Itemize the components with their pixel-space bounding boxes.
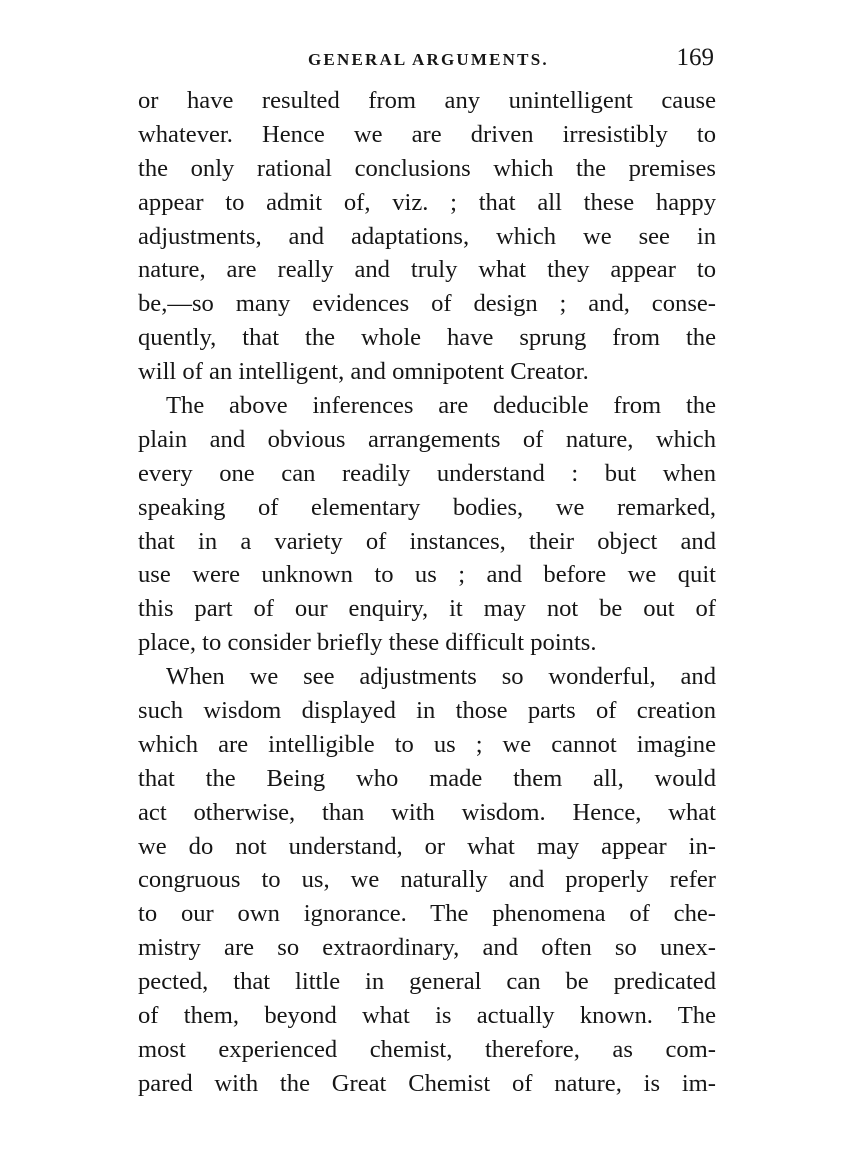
text-line: adjustments, and adaptations, which we see in [138, 222, 716, 250]
text-line: of them, beyond what is actually known. The [138, 1002, 716, 1030]
text-line: pared with the Great Chemist of nature, is im- [138, 1069, 716, 1097]
text-line: which are intelligible to us ; we cannot imagine [138, 730, 716, 758]
paragraph [138, 84, 716, 389]
text-line: place, to consider briefly these difficult points. [138, 629, 597, 657]
running-title: GENERAL ARGUMENTS. [308, 50, 549, 69]
text-line: or have resulted from any unintelligent cause [138, 87, 716, 114]
text-line: whatever. Hence we are driven irresistibly to [138, 120, 716, 148]
text-line: speaking of elementary bodies, we remarked, [138, 493, 716, 521]
text-line: that the Being who made them all, would [138, 764, 716, 792]
page-number: 169 [676, 44, 714, 71]
paragraph [138, 660, 716, 1101]
text-line: quently, that the whole have sprung from the [138, 324, 716, 352]
text-line: most experienced chemist, therefore, as com- [138, 1035, 716, 1063]
text-line: that in a variety of instances, their object and [138, 527, 716, 555]
text-line: be,—so many evidences of design ; and, conse- [138, 290, 716, 318]
text-line: to our own ignorance. The phenomena of che- [138, 900, 716, 928]
text-line: When we see adjustments so wonderful, and [166, 663, 716, 691]
text-line: every one can readily understand : but when [138, 459, 716, 487]
text-line: we do not understand, or what may appear in- [138, 832, 716, 860]
text-line: nature, are really and truly what they appear to [138, 256, 716, 284]
text-line: act otherwise, than with wisdom. Hence, what [138, 798, 716, 826]
text-line: plain and obvious arrangements of nature, which [138, 425, 716, 453]
text-line: mistry are so extraordinary, and often so unex- [138, 934, 716, 962]
text-line: use were unknown to us ; and before we quit [138, 561, 716, 589]
text-line: appear to admit of, viz. ; that all these happy [138, 188, 716, 216]
text-line: the only rational conclusions which the premises [138, 154, 716, 182]
text-line: The above inferences are deducible from the [166, 392, 716, 420]
paragraph [138, 389, 716, 660]
body-text [138, 84, 716, 1101]
text-line: pected, that little in general can be predicated [138, 968, 716, 996]
text-line: congruous to us, we naturally and properly refer [138, 866, 716, 894]
running-head [138, 44, 716, 74]
text-line: this part of our enquiry, it may not be out of [138, 595, 716, 623]
text-line: such wisdom displayed in those parts of creation [138, 697, 716, 725]
text-line: will of an intelligent, and omnipotent Creator. [138, 358, 589, 386]
